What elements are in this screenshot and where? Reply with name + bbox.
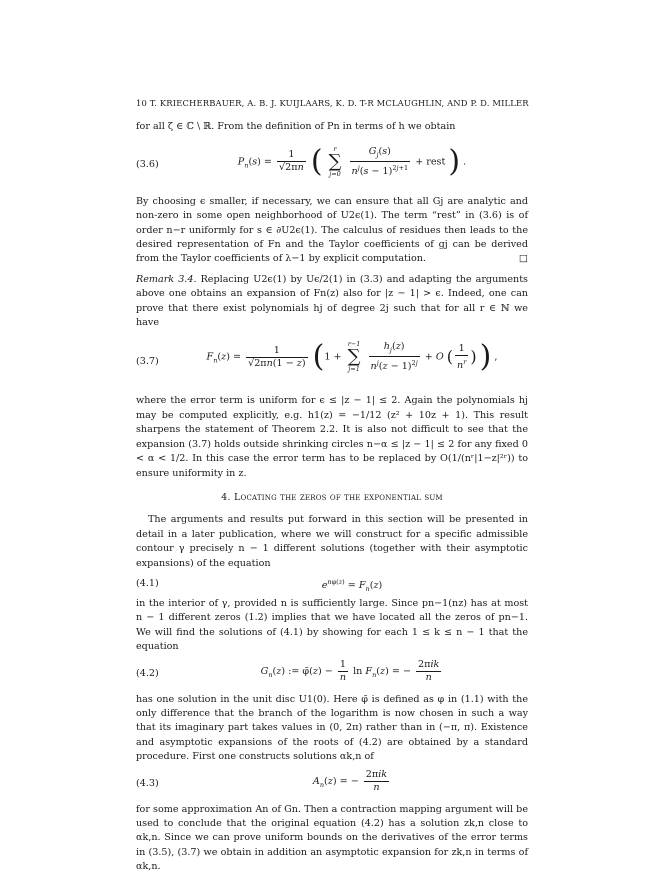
paper-page xyxy=(136,96,528,875)
equation-3-7: (3.7) $F_n(z)$ = $\frac{1}{√2\pi n(1 - z)}$ (1 + r−1 ∑ j=1 $\frac{h_j(z)}{n^j(z - 1)^{2j}}$ + O ( $\frac{1}{n^r}$ ) ) , xyxy=(136,339,498,375)
remark-3-4 xyxy=(136,273,528,331)
equation-3-6: (3.6) $P_n(s)$ = $\frac{1}{√2\pi n}$ ( r ∑ j=0 $\frac{G_j(s)}{n^j(s - 1)^{2j+1}}$ + rest ) . xyxy=(136,143,467,179)
equation-label: (4.2) xyxy=(136,667,159,679)
running-header: 10 T. KRIECHERBAUER, A. B. J. KUIJLAARS, K. D. T-R MCLAUGHLIN, AND P. D. MILLER xyxy=(136,98,529,108)
paragraph-5: in the interior of γ, provided n is sufficiently large. Since pn−1(nz) has at most n − 1 different zeros (1.2) implies that we have located all the zeros of pn−1. We will find the solutions of (4.1) by showing for each 1 ≤ k ≤ n − 1 that the equation xyxy=(136,597,528,653)
equation-4-2: (4.2) $G_n(z)$ := φ̃(z) − $\frac{1}{n}$ $\ln F_n(z)$ = − $\frac{\text{2πik}}{n}$ xyxy=(136,658,440,683)
paragraph-6: has one solution in the unit disc U1(0). Here φ̃ is defined as φ in (1.1) with the only difference that the branch of the logarithm is now chosen in such a way that its imaginary part takes values in (0, 2π) rather than in (−π, π). Existence and asymptotic expansions of the roots of (4.2) are obtained by a standard procedure. First one constructs solutions αk,n of xyxy=(136,693,528,763)
paragraph-1: for all ζ ∈ ℂ \ ℝ. From the definition of Pn in terms of h we obtain xyxy=(136,121,456,133)
equation-label: (3.6) xyxy=(136,158,159,170)
equation-label: (4.3) xyxy=(136,777,159,789)
equation-label: (3.7) xyxy=(136,356,159,368)
remark-title: Remark 3.4. xyxy=(136,273,197,285)
equation-4-1: (4.1) $e^{n\varphi(z)} = F_n(z)$ xyxy=(136,577,383,594)
section-title: 4. Locating the zeros of the exponential sum xyxy=(221,491,443,503)
qed-symbol: □ xyxy=(518,253,528,265)
paragraph-7: for some approximation An of Gn. Then a contraction mapping argument will be used to conclude that the original equation (4.2) has a solution zk,n close to αk,n. Since we can prove uniform bounds on the derivatives of the error terms in (3.5), (3.7) we obtain in addition an asymptotic expansion for zk,n in terms of αk,n. xyxy=(136,803,528,873)
paragraph-2-text: By choosing ϵ smaller, if necessary, we can ensure that all Gj are analytic and non-zero in some open neighborhood of U2ϵ(1). The term “rest” in (3.6) is of order n−r uniformly for s ∈ ∂U2ϵ(1). The calculus of residues then leads to the desired representation of Fn and the Taylor coefficients of gj can be derived from the Taylor coefficients of λ−1 by explicit computation. xyxy=(136,195,528,265)
paragraph-2 xyxy=(136,195,528,267)
remark-text: Replacing U2ϵ(1) by Uϵ/2(1) in (3.3) and adapting the arguments above one obtains an expansion of Fn(z) also for |z − 1| > ϵ. Indeed, one can prove that there exist polynomials hj of degree 2j such that for all r ∈ ℕ we have xyxy=(136,273,528,329)
paragraph-4: The arguments and results put forward in this section will be presented in detail in a later publication, where we will construct for a specific admissible contour γ precisely n − 1 different solutions (together with their asymptotic expansions) of the equation xyxy=(136,514,528,569)
equation-4-3: (4.3) $A_n(z)$ = − $\frac{\text{2πik}}{n}$ xyxy=(136,768,388,793)
paragraph-3: where the error term is uniform for ϵ ≤ |z − 1| ≤ 2. Again the polynomials hj may be computed explicitly, e.g. h1(z) = −1/12 (z² + 10z + 1). This result sharpens the statement of Theorem 2.2. It is also not difficult to see that the expansion (3.7) holds outside shrinking circles n−α ≤ |z − 1| ≤ 2 for any fixed 0 < α < 1/2. In this case the error term has to be replaced by O(1/(nʳ|1−z|²ʳ)) to ensure uniformity in z. xyxy=(136,395,528,479)
equation-label: (4.1) xyxy=(136,577,159,589)
